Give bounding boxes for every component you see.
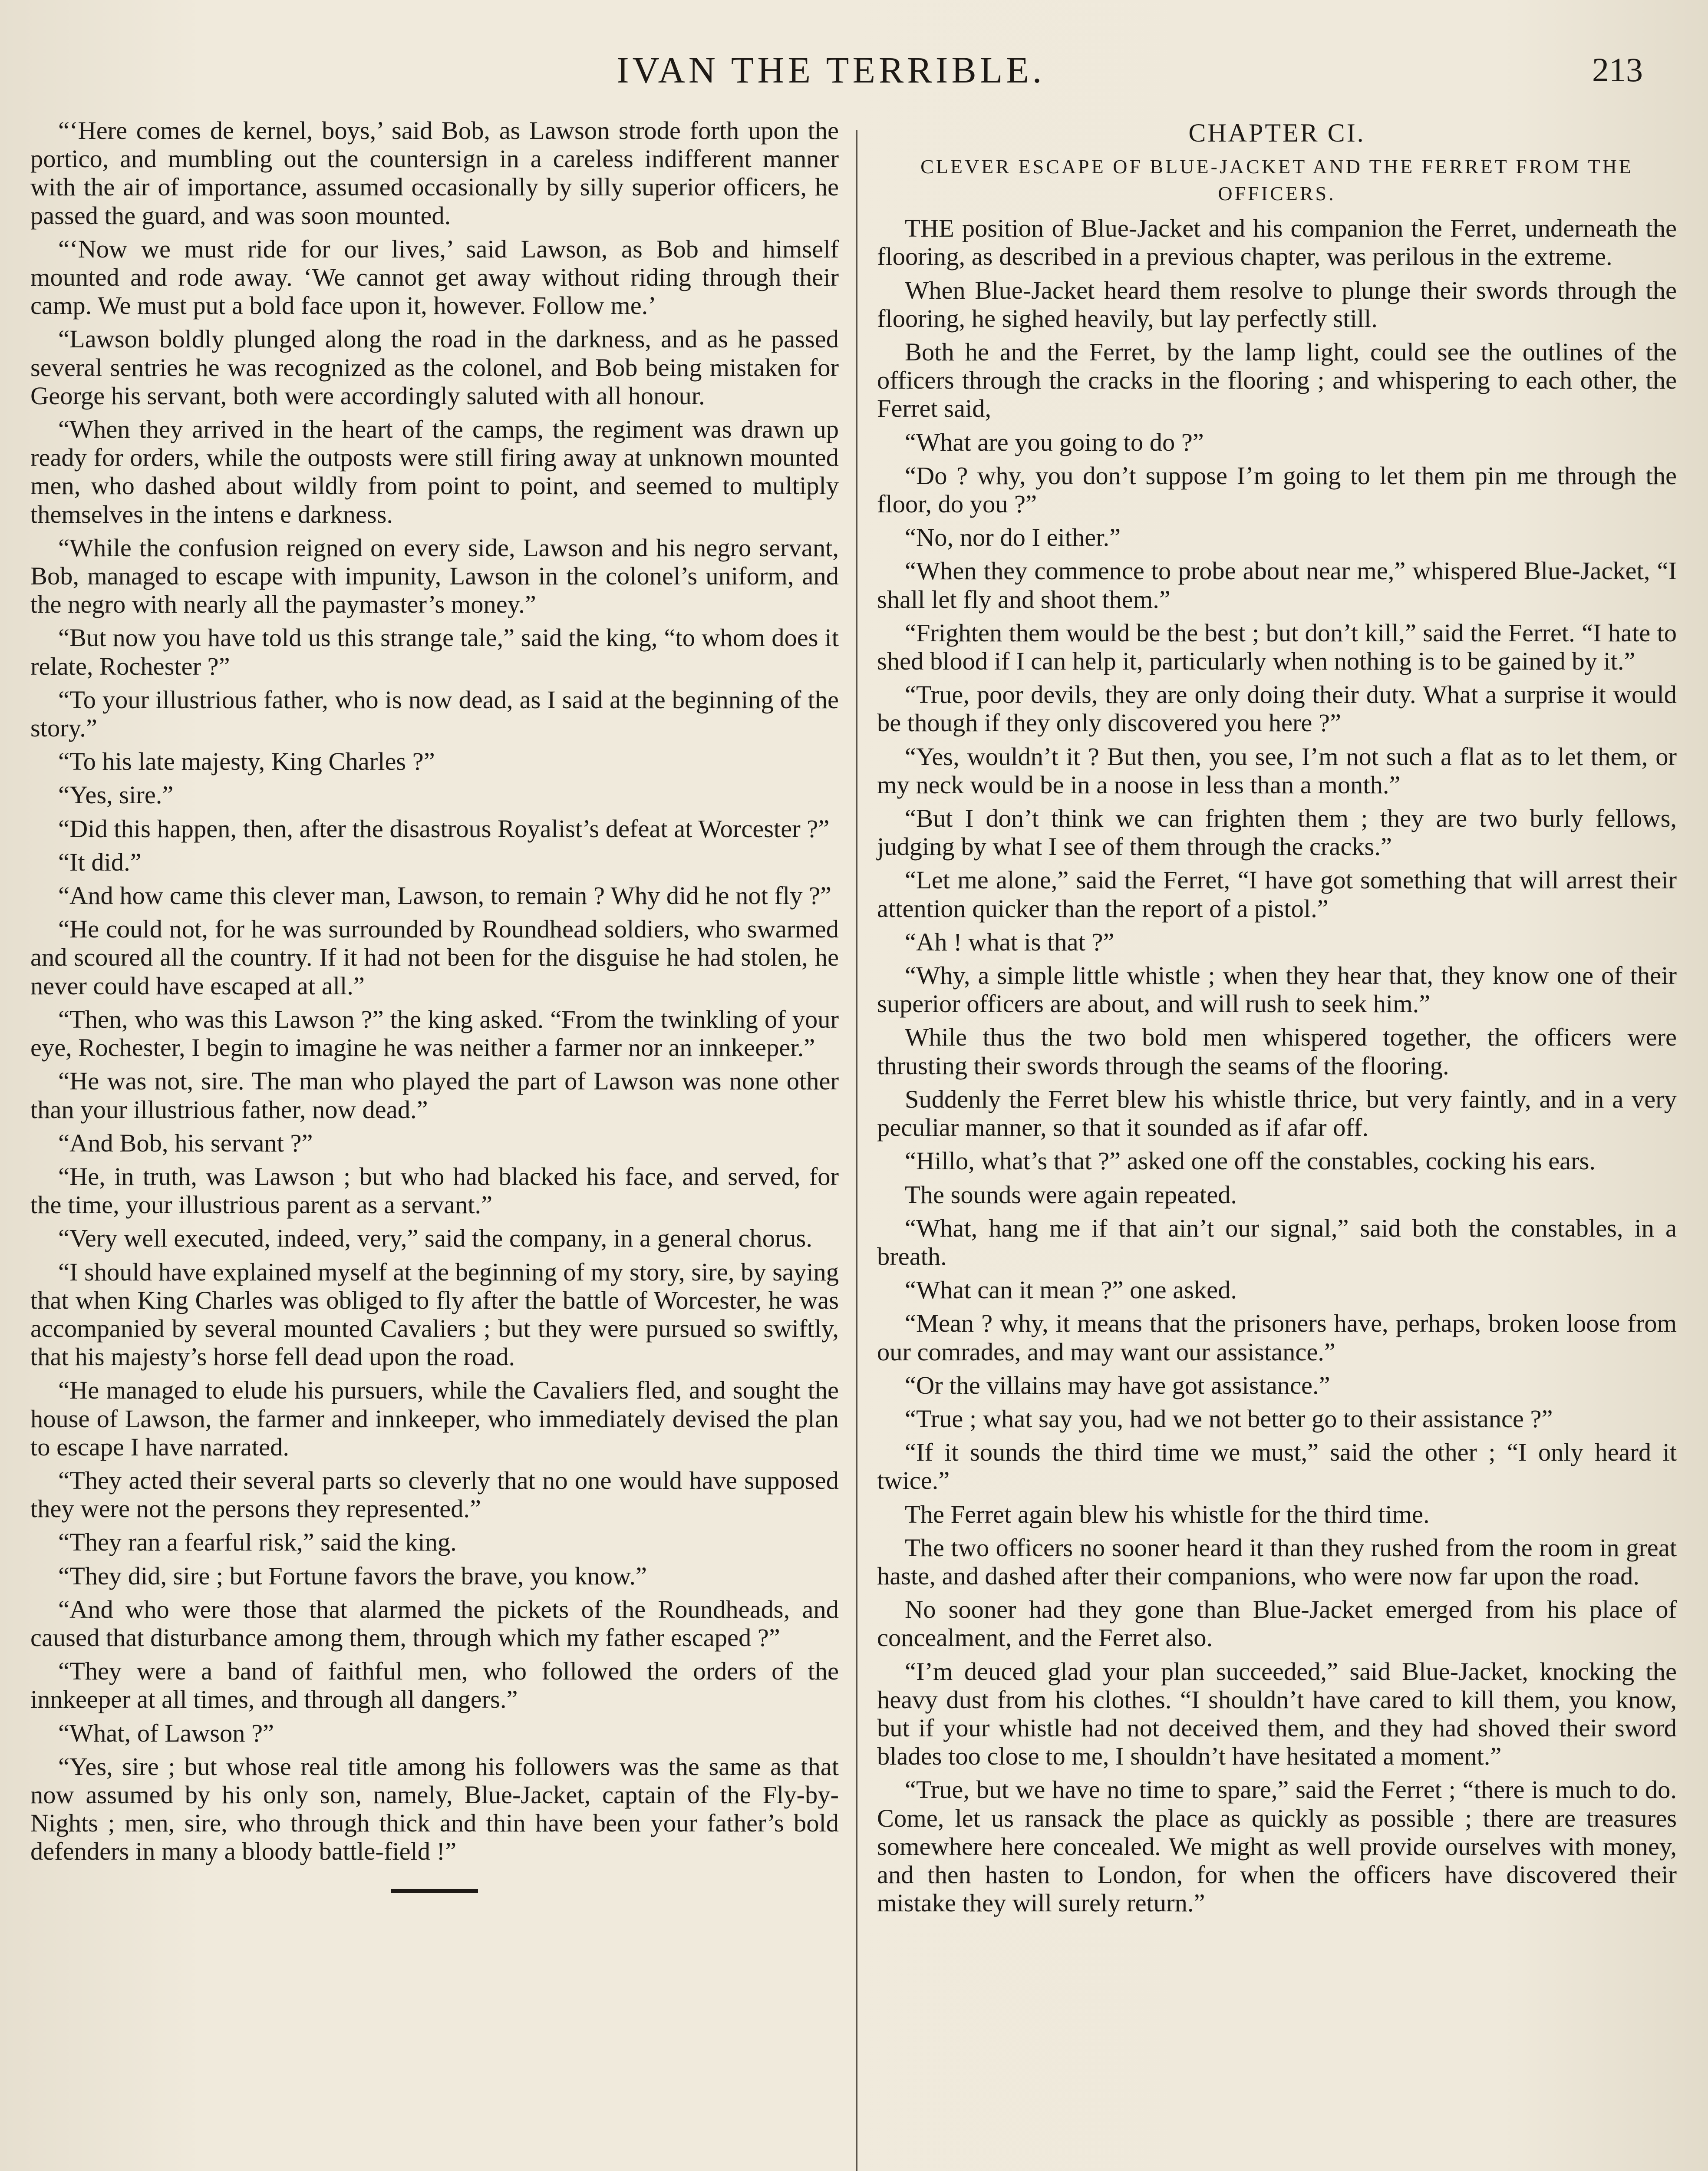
paragraph: “I should have explained myself at the beginning of my story, sire, by saying that when King Charles was obliged to fly after the battle of Worcester, he was accompanied by several mounted Cavaliers ; but they were pursued so swiftly, that his majesty’s horse fell dead upon the road. [30, 1257, 839, 1371]
paragraph: The sounds were again repeated. [905, 1180, 1237, 1209]
paragraph: “No, nor do I either.” [905, 523, 1121, 552]
paragraph: Suddenly the Ferret blew his whistle thrice, but very faintly, and in a very peculiar manner, so that it sounded as if afar off. [877, 1085, 1677, 1142]
paragraph: “Do ? why, you don’t suppose I’m going to let them pin me through the floor, do you ?” [877, 461, 1677, 518]
paragraph: “He could not, for he was surrounded by Roundhead soldiers, who swarmed and scoured all the country. If it had not been for the disguise he had stolen, he never could have escaped at all.” [30, 915, 839, 1000]
paragraph: THE position of Blue-Jacket and his companion the Ferret, underneath the flooring, as described in a previous chapter, was perilous in the extreme. [877, 214, 1677, 271]
paragraph: “While the confusion reigned on every side, Lawson and his negro servant, Bob, managed to escape with impunity, Lawson in the colonel’s uniform, and the negro with nearly all the paymaster’s money.” [30, 533, 839, 619]
paragraph: “Yes, wouldn’t it ? But then, you see, I’m not such a flat as to let them, or my neck would be in a noose in less than a month.” [877, 742, 1677, 799]
end-rule [391, 1889, 478, 1893]
paragraph: “Hillo, what’s that ?” asked one off the constables, cocking his ears. [905, 1147, 1596, 1175]
paragraph: “‘Now we must ride for our lives,’ said Lawson, as Bob and himself mounted and rode away. ‘We cannot get away without riding through their camp. We must put a bold face upon it, however. Follow me.’ [30, 234, 839, 320]
paragraph: “Frighten them would be the best ; but don’t kill,” said the Ferret. “I hate to shed blood if I can help it, particularly when nothing is to be gained by it.” [877, 618, 1677, 676]
page-number: 213 [1592, 51, 1643, 89]
paragraph: “Or the villains may have got assistance.” [905, 1371, 1330, 1399]
paragraph: “Why, a simple little whistle ; when they hear that, they know one of their superior officers are about, and will rush to seek him.” [877, 961, 1677, 1018]
paragraph: “He was not, sire. The man who played the part of Lawson was none other than your illustrious father, now dead.” [30, 1067, 839, 1124]
paragraph: “What, hang me if that ain’t our signal,” said both the constables, in a breath. [877, 1214, 1677, 1270]
paragraph: “Ah ! what is that ?” [905, 927, 1114, 956]
paragraph: The Ferret again blew his whistle for the third time. [905, 1500, 1430, 1528]
paragraph: “To your illustrious father, who is now dead, as I said at the beginning of the story.” [30, 685, 839, 742]
paragraph: “What, of Lawson ?” [58, 1719, 274, 1747]
paragraph: “And Bob, his servant ?” [58, 1128, 313, 1157]
paragraph: “Yes, sire ; but whose real title among his followers was the same as that now assumed by his only son, namely, Blue-Jacket, captain of the Fly-by-Nights ; men, sire, who through thick and thin have been your father’s bold defenders in many a bloody battle-field !” [30, 1752, 839, 1866]
paragraph: “They were a band of faithful men, who followed the orders of the innkeeper at all times, and through all dangers.” [30, 1657, 839, 1714]
paragraph: “It did.” [58, 848, 142, 876]
paragraph: “Then, who was this Lawson ?” the king asked. “From the twinkling of your eye, Rochester, I begin to imagine he was neither a farmer nor an innkeeper.” [30, 1005, 839, 1062]
paragraph: “True, poor devils, they are only doing their duty. What a surprise it would be though if they only discovered you here ?” [877, 680, 1677, 737]
paragraph: “When they commence to probe about near me,” whispered Blue-Jacket, “I shall let fly and shoot them.” [877, 557, 1677, 614]
paragraph: “Lawson boldly plunged along the road in the darkness, and as he passed several sentries he was recognized as the colonel, and Bob being mistaken for George his servant, both were accordingly saluted with all honour. [30, 325, 839, 410]
paragraph: “If it sounds the third time we must,” said the other ; “I only heard it twice.” [877, 1438, 1677, 1495]
right-column [877, 116, 1677, 1922]
paragraph: “And how came this clever man, Lawson, to remain ? Why did he not fly ?” [58, 881, 831, 910]
paragraph: “‘Here comes de kernel, boys,’ said Bob, as Lawson strode forth upon the portico, and mumbling out the countersign in a careless indifferent manner with the air of importance, assumed occasionally by silly superior officers, he passed the guard, and was soon mounted. [30, 116, 839, 230]
paragraph: “To his late majesty, King Charles ?” [58, 747, 435, 776]
paragraph: “Mean ? why, it means that the prisoners have, perhaps, broken loose from our comrades, and may want our assistance.” [877, 1309, 1677, 1366]
paragraph: “True, but we have no time to spare,” said the Ferret ; “there is much to do. Come, let us ransack the place as quickly as possible ; there are treasures somewhere here concealed. We might as well provide ourselves with money, and then hasten to London, for when the officers have discovered their mistake they will surely return.” [877, 1775, 1677, 1917]
paragraph: “I’m deuced glad your plan succeeded,” said Blue-Jacket, knocking the heavy dust from his clothes. “I shouldn’t have cared to kill them, you know, but if your whistle had not deceived them, and they had shoved their sword blades too close to me, I shouldn’t have hesitated a moment.” [877, 1657, 1677, 1771]
chapter-subtitle: CLEVER ESCAPE OF BLUE-JACKET AND THE FERRET FROM THE OFFICERS. [920, 155, 1633, 205]
paragraph: “When they arrived in the heart of the camps, the regiment was drawn up ready for orders, while the outposts were still firing away at unknown mounted men, who dashed about wildly from point to point, and seemed to multiply themselves in the intens e darkness. [30, 415, 839, 528]
right-column-body [877, 214, 1677, 1917]
paragraph: “What are you going to do ?” [905, 428, 1204, 456]
paragraph: While thus the two bold men whispered together, the officers were thrusting their swords through the seams of the flooring. [877, 1023, 1677, 1080]
paragraph: “Yes, sire.” [58, 781, 174, 809]
running-title: IVAN THE TERRIBLE. [617, 49, 1045, 91]
paragraph: “True ; what say you, had we not better go to their assistance ?” [905, 1404, 1553, 1433]
paragraph: “What can it mean ?” one asked. [905, 1276, 1237, 1304]
paragraph: “He managed to elude his pursuers, while the Cavaliers fled, and sought the house of Lawson, the farmer and innkeeper, who immediately devised the plan to escape I have narrated. [30, 1376, 839, 1461]
page-header [0, 42, 1708, 98]
paragraph: Both he and the Ferret, by the lamp light, could see the outlines of the officers through the cracks in the flooring ; and whispering to each other, the Ferret said, [877, 338, 1677, 423]
paragraph: “Very well executed, indeed, very,” said the company, in a general chorus. [58, 1224, 812, 1253]
paragraph: “But I don’t think we can frighten them ; they are two burly fellows, judging by what I see of them through the cracks.” [877, 804, 1677, 861]
paragraph: “They did, sire ; but Fortune favors the brave, you know.” [58, 1561, 647, 1590]
chapter-title: CHAPTER CI. [1188, 119, 1365, 147]
paragraph: “But now you have told us this strange tale,” said the king, “to whom does it relate, Rochester ?” [30, 624, 839, 680]
paragraph: “And who were those that alarmed the pickets of the Roundheads, and caused that disturbance among them, through which my father escaped ?” [30, 1595, 839, 1652]
paragraph: When Blue-Jacket heard them resolve to plunge their swords through the flooring, he sighed heavily, but lay perfectly still. [877, 276, 1677, 333]
paragraph: “Let me alone,” said the Ferret, “I have got something that will arrest their attention quicker than the report of a pistol.” [877, 866, 1677, 923]
paragraph: “They ran a fearful risk,” said the king. [58, 1528, 457, 1557]
left-column [30, 116, 839, 1893]
paragraph: “He, in truth, was Lawson ; but who had blacked his face, and served, for the time, your illustrious parent as a servant.” [30, 1162, 839, 1219]
paragraph: No sooner had they gone than Blue-Jacket emerged from his place of concealment, and the Ferret also. [877, 1595, 1677, 1652]
paragraph: “They acted their several parts so cleverly that no one would have supposed they were not the persons they represented.” [30, 1466, 839, 1523]
paragraph: “Did this happen, then, after the disastrous Royalist’s defeat at Worcester ?” [58, 814, 830, 843]
paragraph: The two officers no sooner heard it than they rushed from the room in great haste, and dashed after their companions, who were now far upon the road. [877, 1533, 1677, 1590]
column-divider [856, 130, 857, 2171]
